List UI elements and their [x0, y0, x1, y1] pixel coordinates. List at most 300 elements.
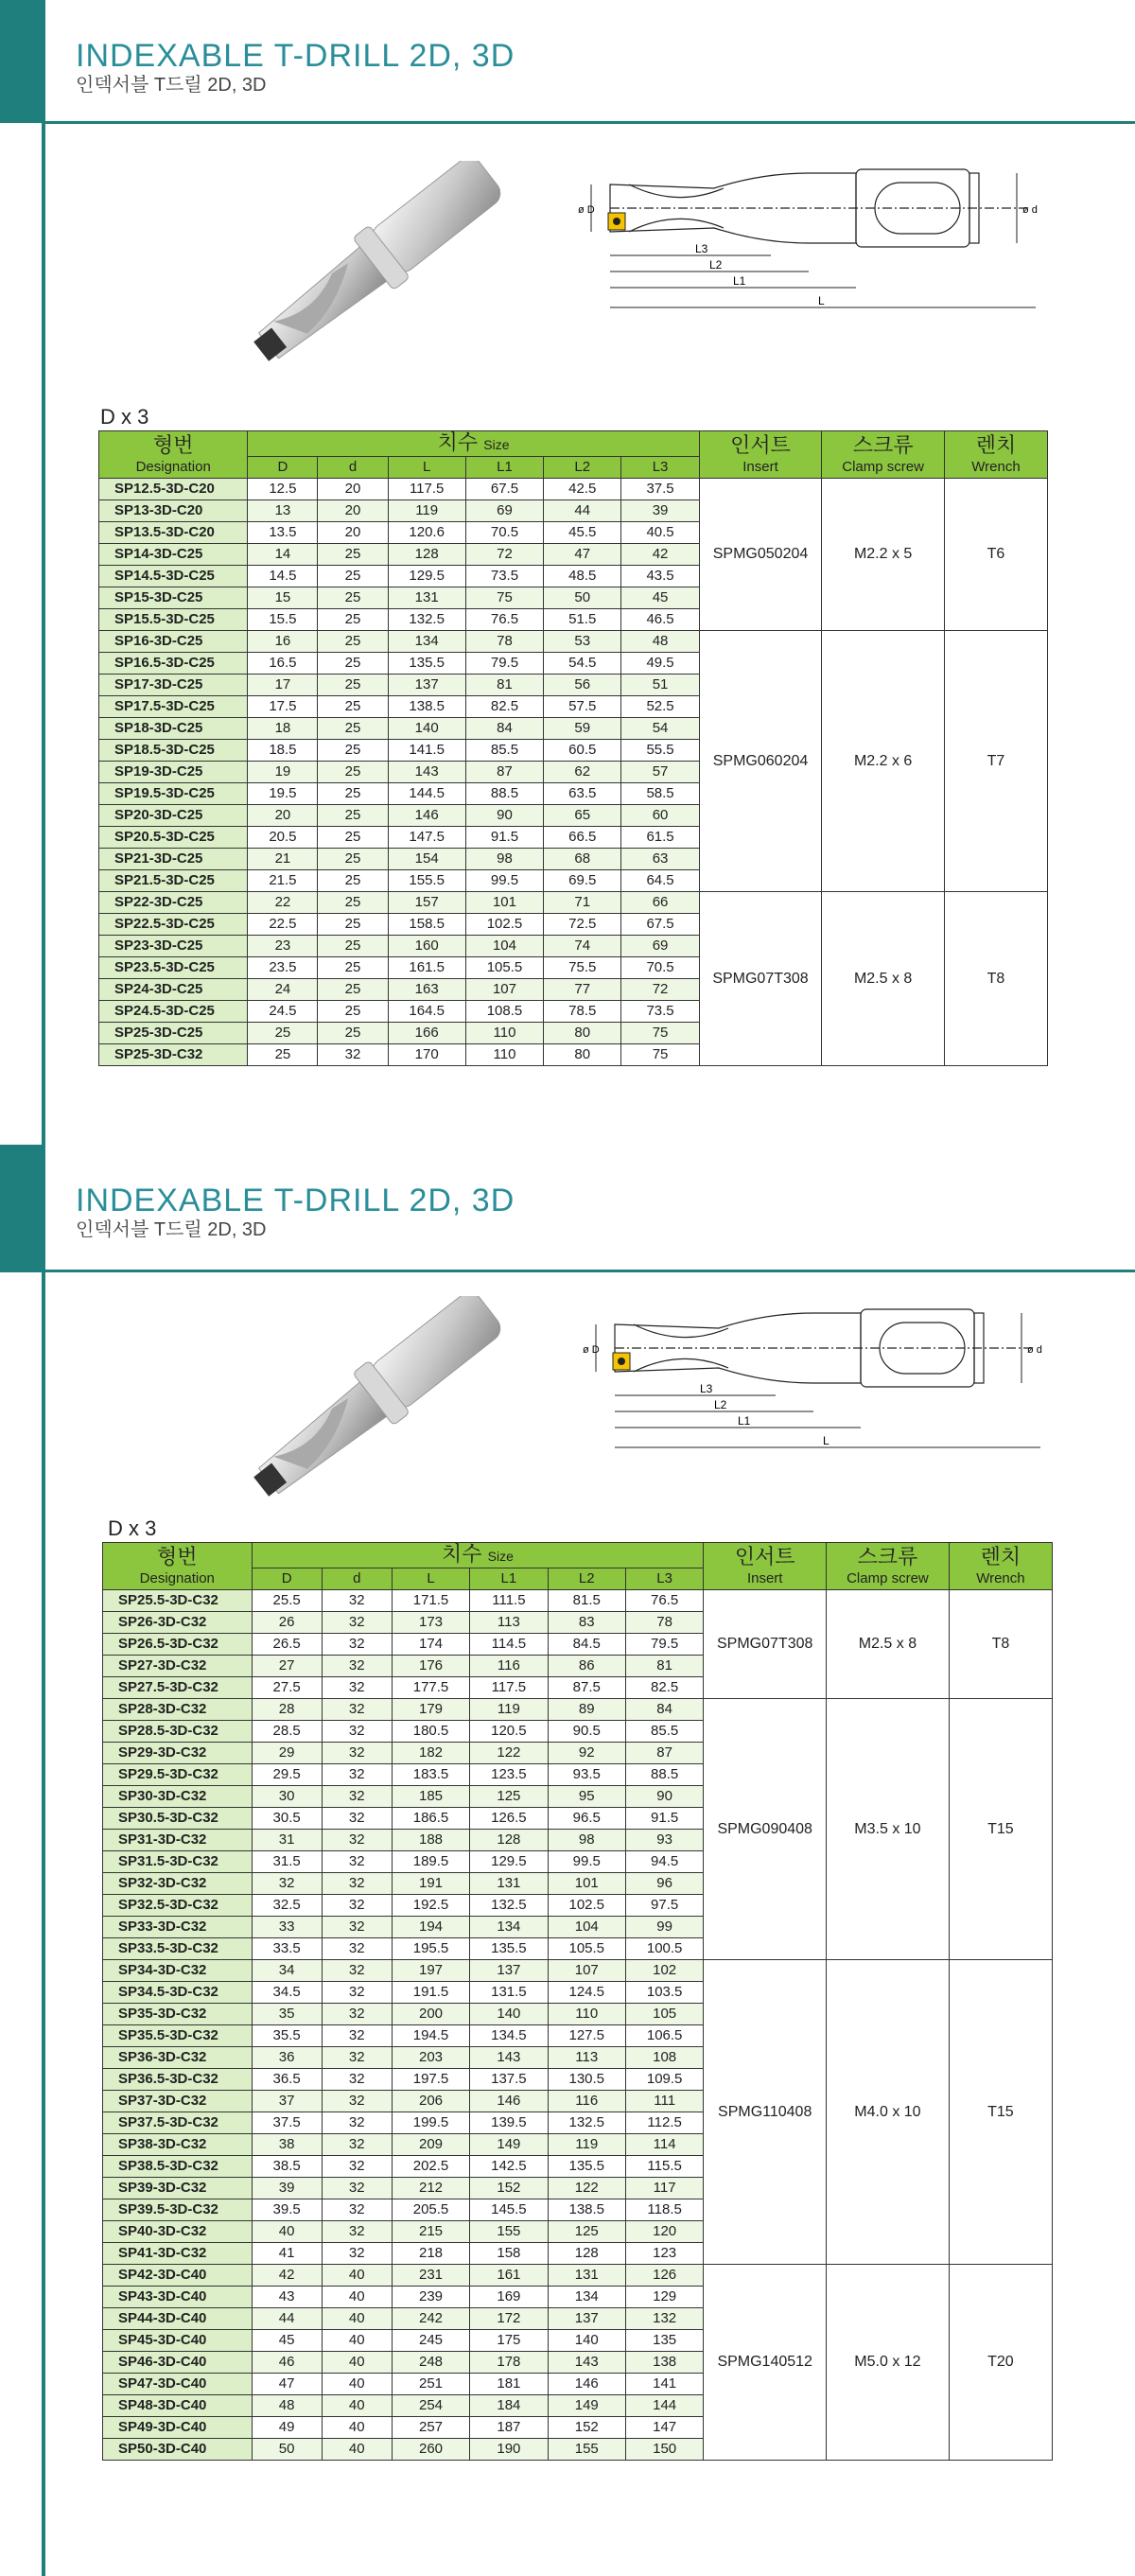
insert-cell: SPMG110408 — [704, 1960, 827, 2265]
designation-cell: SP44-3D-C40 — [103, 2308, 253, 2330]
value-cell-l1: 90 — [465, 805, 543, 827]
header-col-l: L — [388, 457, 465, 479]
value-cell-l2: 71 — [544, 892, 621, 914]
designation-cell: SP25-3D-C25 — [99, 1023, 248, 1044]
header-col-l3: L3 — [621, 457, 699, 479]
value-cell-l1: 134 — [470, 1917, 548, 1938]
value-cell-d: 29 — [252, 1743, 322, 1764]
value-cell-l: 129.5 — [388, 566, 465, 587]
value-cell-l: 166 — [388, 1023, 465, 1044]
value-cell-l: 251 — [392, 2374, 469, 2395]
value-cell-l: 155.5 — [388, 870, 465, 892]
insert-cell: SPMG050204 — [699, 479, 822, 631]
value-cell-d: 25 — [318, 718, 388, 740]
value-cell-l3: 91.5 — [625, 1808, 703, 1830]
value-cell-d: 32 — [322, 1873, 392, 1895]
designation-cell: SP32-3D-C32 — [103, 1873, 253, 1895]
value-cell-d: 25 — [318, 892, 388, 914]
value-cell-l3: 126 — [625, 2265, 703, 2287]
value-cell-l2: 107 — [548, 1960, 625, 1982]
drill-photo — [222, 1296, 525, 1504]
value-cell-l2: 53 — [544, 631, 621, 653]
value-cell-l1: 134.5 — [470, 2025, 548, 2047]
value-cell-d: 27.5 — [252, 1677, 322, 1699]
value-cell-d: 25 — [318, 631, 388, 653]
value-cell-d: 18.5 — [248, 740, 318, 762]
value-cell-l2: 99.5 — [548, 1851, 625, 1873]
value-cell-l1: 85.5 — [465, 740, 543, 762]
value-cell-d: 25 — [318, 675, 388, 696]
section-2-dx-label: D x 3 — [108, 1516, 157, 1540]
section-2-accent-bar — [0, 1145, 45, 1272]
value-cell-d: 41 — [252, 2243, 322, 2265]
value-cell-l3: 108 — [625, 2047, 703, 2069]
value-cell-d: 45 — [252, 2330, 322, 2352]
value-cell-d: 25 — [318, 936, 388, 957]
value-cell-l: 245 — [392, 2330, 469, 2352]
clamp-screw-cell: M5.0 x 12 — [827, 2265, 950, 2461]
designation-cell: SP46-3D-C40 — [103, 2352, 253, 2374]
value-cell-l3: 54 — [621, 718, 699, 740]
header-col-l1: L1 — [470, 1568, 548, 1590]
value-cell-d: 32 — [322, 1808, 392, 1830]
value-cell-d: 25 — [318, 696, 388, 718]
wrench-cell: T20 — [949, 2265, 1052, 2461]
value-cell-d: 19 — [248, 762, 318, 783]
value-cell-l: 137 — [388, 675, 465, 696]
value-cell-l: 231 — [392, 2265, 469, 2287]
value-cell-l3: 85.5 — [625, 1721, 703, 1743]
value-cell-l3: 63 — [621, 849, 699, 870]
value-cell-d: 14.5 — [248, 566, 318, 587]
value-cell-d: 16.5 — [248, 653, 318, 675]
value-cell-d: 39 — [252, 2178, 322, 2199]
value-cell-d: 25 — [248, 1044, 318, 1066]
value-cell-l1: 114.5 — [470, 1634, 548, 1656]
drill-photo — [222, 161, 525, 369]
value-cell-l2: 135.5 — [548, 2156, 625, 2178]
value-cell-l2: 48.5 — [544, 566, 621, 587]
clamp-screw-cell: M2.5 x 8 — [822, 892, 945, 1066]
header-col-l1: L1 — [465, 457, 543, 479]
value-cell-d: 25.5 — [252, 1590, 322, 1612]
header-col-d: D — [252, 1568, 322, 1590]
value-cell-l2: 81.5 — [548, 1590, 625, 1612]
value-cell-d: 32 — [322, 1851, 392, 1873]
clamp-screw-cell: M3.5 x 10 — [827, 1699, 950, 1960]
insert-cell: SPMG07T308 — [699, 892, 822, 1066]
value-cell-d: 27 — [252, 1656, 322, 1677]
value-cell-d: 32 — [322, 1699, 392, 1721]
value-cell-l2: 51.5 — [544, 609, 621, 631]
value-cell-l1: 104 — [465, 936, 543, 957]
value-cell-d: 25 — [318, 805, 388, 827]
value-cell-d: 13.5 — [248, 522, 318, 544]
dim-label-d-outer: ø D — [578, 204, 595, 216]
value-cell-d: 40 — [322, 2374, 392, 2395]
value-cell-l3: 61.5 — [621, 827, 699, 849]
value-cell-d: 24 — [248, 979, 318, 1001]
designation-cell: SP47-3D-C40 — [103, 2374, 253, 2395]
value-cell-d: 32 — [322, 1960, 392, 1982]
value-cell-l1: 184 — [470, 2395, 548, 2417]
value-cell-l: 117.5 — [388, 479, 465, 500]
value-cell-l3: 52.5 — [621, 696, 699, 718]
value-cell-d: 16 — [248, 631, 318, 653]
drill-technical-drawing — [572, 166, 1045, 326]
designation-cell: SP34.5-3D-C32 — [103, 1982, 253, 2004]
value-cell-l2: 95 — [548, 1786, 625, 1808]
value-cell-l2: 146 — [548, 2374, 625, 2395]
header-col-d: d — [322, 1568, 392, 1590]
table-row — [103, 1960, 1053, 1982]
value-cell-l2: 77 — [544, 979, 621, 1001]
value-cell-l: 257 — [392, 2417, 469, 2439]
value-cell-l2: 98 — [548, 1830, 625, 1851]
designation-cell: SP49-3D-C40 — [103, 2417, 253, 2439]
value-cell-l3: 93 — [625, 1830, 703, 1851]
designation-cell: SP31.5-3D-C32 — [103, 1851, 253, 1873]
designation-cell: SP41-3D-C32 — [103, 2243, 253, 2265]
value-cell-l: 147.5 — [388, 827, 465, 849]
value-cell-d: 31.5 — [252, 1851, 322, 1873]
value-cell-l3: 84 — [625, 1699, 703, 1721]
value-cell-l2: 101 — [548, 1873, 625, 1895]
value-cell-l3: 129 — [625, 2287, 703, 2308]
value-cell-l3: 96 — [625, 1873, 703, 1895]
value-cell-d: 26.5 — [252, 1634, 322, 1656]
header-size — [248, 431, 699, 457]
value-cell-d: 33.5 — [252, 1938, 322, 1960]
value-cell-l2: 152 — [548, 2417, 625, 2439]
value-cell-d: 21.5 — [248, 870, 318, 892]
value-cell-l2: 105.5 — [548, 1938, 625, 1960]
dim-label-d-shank: ø d — [1022, 204, 1038, 216]
value-cell-l1: 126.5 — [470, 1808, 548, 1830]
value-cell-d: 32 — [322, 1764, 392, 1786]
value-cell-l3: 78 — [625, 1612, 703, 1634]
value-cell-d: 34 — [252, 1960, 322, 1982]
value-cell-l2: 113 — [548, 2047, 625, 2069]
value-cell-l3: 112.5 — [625, 2112, 703, 2134]
designation-cell: SP32.5-3D-C32 — [103, 1895, 253, 1917]
value-cell-l3: 115.5 — [625, 2156, 703, 2178]
value-cell-d: 50 — [252, 2439, 322, 2461]
value-cell-d: 39.5 — [252, 2199, 322, 2221]
value-cell-l: 239 — [392, 2287, 469, 2308]
value-cell-d: 32 — [322, 2025, 392, 2047]
value-cell-l1: 135.5 — [470, 1938, 548, 1960]
value-cell-d: 28 — [252, 1699, 322, 1721]
value-cell-d: 40 — [322, 2439, 392, 2461]
value-cell-d: 32 — [322, 2178, 392, 2199]
value-cell-d: 44 — [252, 2308, 322, 2330]
value-cell-d: 32 — [322, 2221, 392, 2243]
value-cell-l1: 69 — [465, 500, 543, 522]
header-designation-ko: 형번 — [103, 1543, 253, 1568]
value-cell-d: 15 — [248, 587, 318, 609]
value-cell-d: 40 — [322, 2417, 392, 2439]
header-size-ko: 치수 — [442, 1542, 482, 1566]
value-cell-l: 135.5 — [388, 653, 465, 675]
wrench-cell: T6 — [944, 479, 1047, 631]
header-wrench-ko: 렌치 — [949, 1543, 1052, 1568]
designation-cell: SP16-3D-C25 — [99, 631, 248, 653]
designation-cell: SP28.5-3D-C32 — [103, 1721, 253, 1743]
value-cell-d: 32 — [322, 1677, 392, 1699]
insert-cell: SPMG140512 — [704, 2265, 827, 2461]
value-cell-l2: 92 — [548, 1743, 625, 1764]
value-cell-l3: 64.5 — [621, 870, 699, 892]
value-cell-l: 173 — [392, 1612, 469, 1634]
value-cell-l: 171.5 — [392, 1590, 469, 1612]
value-cell-l: 215 — [392, 2221, 469, 2243]
value-cell-l: 202.5 — [392, 2156, 469, 2178]
value-cell-l: 194.5 — [392, 2025, 469, 2047]
value-cell-l1: 78 — [465, 631, 543, 653]
value-cell-l: 180.5 — [392, 1721, 469, 1743]
value-cell-l3: 111 — [625, 2091, 703, 2112]
value-cell-d: 25 — [318, 740, 388, 762]
table-row — [103, 1590, 1053, 1612]
value-cell-d: 35.5 — [252, 2025, 322, 2047]
value-cell-l3: 48 — [621, 631, 699, 653]
designation-cell: SP38.5-3D-C32 — [103, 2156, 253, 2178]
value-cell-d: 23.5 — [248, 957, 318, 979]
value-cell-l2: 119 — [548, 2134, 625, 2156]
value-cell-l: 206 — [392, 2091, 469, 2112]
value-cell-l1: 111.5 — [470, 1590, 548, 1612]
value-cell-l3: 55.5 — [621, 740, 699, 762]
value-cell-l2: 110 — [548, 2004, 625, 2025]
designation-cell: SP38-3D-C32 — [103, 2134, 253, 2156]
value-cell-l: 160 — [388, 936, 465, 957]
designation-cell: SP25-3D-C32 — [99, 1044, 248, 1066]
value-cell-l1: 190 — [470, 2439, 548, 2461]
value-cell-l: 174 — [392, 1634, 469, 1656]
value-cell-l2: 74 — [544, 936, 621, 957]
value-cell-l2: 140 — [548, 2330, 625, 2352]
value-cell-l: 183.5 — [392, 1764, 469, 1786]
designation-cell: SP14-3D-C25 — [99, 544, 248, 566]
value-cell-d: 32 — [322, 2243, 392, 2265]
designation-cell: SP15.5-3D-C25 — [99, 609, 248, 631]
value-cell-d: 26 — [252, 1612, 322, 1634]
value-cell-l2: 128 — [548, 2243, 625, 2265]
designation-cell: SP21-3D-C25 — [99, 849, 248, 870]
section-1-subtitle: 인덱서블 T드릴 2D, 3D — [76, 75, 267, 96]
dim-label-l1: L1 — [738, 1414, 751, 1428]
header-screw-ko: 스크류 — [822, 431, 945, 457]
table-row — [99, 479, 1048, 500]
value-cell-l: 120.6 — [388, 522, 465, 544]
value-cell-d: 32 — [322, 1721, 392, 1743]
value-cell-l2: 102.5 — [548, 1895, 625, 1917]
designation-cell: SP30.5-3D-C32 — [103, 1808, 253, 1830]
designation-cell: SP48-3D-C40 — [103, 2395, 253, 2417]
section-1-dx-label: D x 3 — [100, 405, 149, 429]
value-cell-l1: 155 — [470, 2221, 548, 2243]
header-screw-en: Clamp screw — [822, 457, 945, 479]
value-cell-d: 25 — [318, 609, 388, 631]
value-cell-l: 146 — [388, 805, 465, 827]
insert-cell: SPMG090408 — [704, 1699, 827, 1960]
value-cell-l: 141.5 — [388, 740, 465, 762]
value-cell-d: 40 — [322, 2395, 392, 2417]
value-cell-l3: 69 — [621, 936, 699, 957]
value-cell-l2: 130.5 — [548, 2069, 625, 2091]
value-cell-d: 38.5 — [252, 2156, 322, 2178]
value-cell-d: 32 — [322, 2199, 392, 2221]
value-cell-l3: 141 — [625, 2374, 703, 2395]
value-cell-d: 23 — [248, 936, 318, 957]
value-cell-l: 170 — [388, 1044, 465, 1066]
value-cell-l2: 89 — [548, 1699, 625, 1721]
section-2-title: INDEXABLE T-DRILL 2D, 3D — [76, 1183, 515, 1218]
header-designation-en: Designation — [103, 1568, 253, 1590]
value-cell-l2: 65 — [544, 805, 621, 827]
value-cell-d: 46 — [252, 2352, 322, 2374]
designation-cell: SP24.5-3D-C25 — [99, 1001, 248, 1023]
value-cell-l1: 175 — [470, 2330, 548, 2352]
header-wrench-en: Wrench — [949, 1568, 1052, 1590]
dim-label-l2: L2 — [709, 258, 723, 272]
dim-label-l: L — [823, 1434, 829, 1447]
value-cell-d: 25 — [318, 1001, 388, 1023]
value-cell-l: 128 — [388, 544, 465, 566]
value-cell-d: 30 — [252, 1786, 322, 1808]
value-cell-l1: 79.5 — [465, 653, 543, 675]
value-cell-l: 191.5 — [392, 1982, 469, 2004]
value-cell-l3: 60 — [621, 805, 699, 827]
dim-label-l2: L2 — [714, 1398, 727, 1411]
value-cell-d: 25 — [318, 979, 388, 1001]
designation-cell: SP21.5-3D-C25 — [99, 870, 248, 892]
value-cell-l: 205.5 — [392, 2199, 469, 2221]
table-row — [103, 2265, 1053, 2287]
value-cell-l3: 57 — [621, 762, 699, 783]
value-cell-l3: 37.5 — [621, 479, 699, 500]
value-cell-d: 32 — [322, 1743, 392, 1764]
header-col-d: D — [248, 457, 318, 479]
value-cell-d: 35 — [252, 2004, 322, 2025]
value-cell-d: 32 — [322, 2134, 392, 2156]
value-cell-l3: 100.5 — [625, 1938, 703, 1960]
designation-cell: SP36-3D-C32 — [103, 2047, 253, 2069]
value-cell-l2: 84.5 — [548, 1634, 625, 1656]
value-cell-l3: 135 — [625, 2330, 703, 2352]
value-cell-l3: 114 — [625, 2134, 703, 2156]
insert-cell: SPMG07T308 — [704, 1590, 827, 1699]
designation-cell: SP33-3D-C32 — [103, 1917, 253, 1938]
value-cell-l1: 178 — [470, 2352, 548, 2374]
value-cell-l2: 68 — [544, 849, 621, 870]
value-cell-l1: 110 — [465, 1044, 543, 1066]
header-size — [252, 1543, 704, 1568]
value-cell-l: 131 — [388, 587, 465, 609]
value-cell-l1: 131.5 — [470, 1982, 548, 2004]
value-cell-d: 32 — [322, 1982, 392, 2004]
value-cell-d: 37 — [252, 2091, 322, 2112]
value-cell-d: 22.5 — [248, 914, 318, 936]
value-cell-d: 29.5 — [252, 1764, 322, 1786]
designation-cell: SP24-3D-C25 — [99, 979, 248, 1001]
dim-label-l3: L3 — [700, 1382, 713, 1395]
value-cell-l2: 131 — [548, 2265, 625, 2287]
value-cell-l3: 150 — [625, 2439, 703, 2461]
header-insert-ko: 인서트 — [704, 1543, 827, 1568]
value-cell-d: 20.5 — [248, 827, 318, 849]
value-cell-l1: 143 — [470, 2047, 548, 2069]
value-cell-l1: 129.5 — [470, 1851, 548, 1873]
section-1-spec-table — [98, 430, 1048, 1066]
value-cell-l: 161.5 — [388, 957, 465, 979]
value-cell-d: 36.5 — [252, 2069, 322, 2091]
designation-cell: SP16.5-3D-C25 — [99, 653, 248, 675]
value-cell-l2: 44 — [544, 500, 621, 522]
value-cell-l1: 158 — [470, 2243, 548, 2265]
value-cell-l3: 46.5 — [621, 609, 699, 631]
value-cell-l3: 138 — [625, 2352, 703, 2374]
value-cell-l1: 81 — [465, 675, 543, 696]
value-cell-l: 194 — [392, 1917, 469, 1938]
designation-cell: SP26.5-3D-C32 — [103, 1634, 253, 1656]
value-cell-l1: 105.5 — [465, 957, 543, 979]
value-cell-l: 192.5 — [392, 1895, 469, 1917]
value-cell-d: 40 — [322, 2265, 392, 2287]
designation-cell: SP31-3D-C32 — [103, 1830, 253, 1851]
value-cell-d: 32 — [322, 2069, 392, 2091]
value-cell-l1: 98 — [465, 849, 543, 870]
value-cell-l3: 43.5 — [621, 566, 699, 587]
value-cell-d: 32 — [318, 1044, 388, 1066]
value-cell-l2: 132.5 — [548, 2112, 625, 2134]
value-cell-l1: 146 — [470, 2091, 548, 2112]
value-cell-d: 32 — [322, 2112, 392, 2134]
header-insert-ko: 인서트 — [699, 431, 822, 457]
value-cell-l3: 66 — [621, 892, 699, 914]
value-cell-d: 25 — [318, 587, 388, 609]
value-cell-l2: 149 — [548, 2395, 625, 2417]
value-cell-l: 119 — [388, 500, 465, 522]
value-cell-l2: 59 — [544, 718, 621, 740]
value-cell-l1: 91.5 — [465, 827, 543, 849]
value-cell-l: 248 — [392, 2352, 469, 2374]
value-cell-d: 12.5 — [248, 479, 318, 500]
value-cell-l: 189.5 — [392, 1851, 469, 1873]
value-cell-d: 18 — [248, 718, 318, 740]
value-cell-l3: 40.5 — [621, 522, 699, 544]
value-cell-l2: 86 — [548, 1656, 625, 1677]
value-cell-l2: 45.5 — [544, 522, 621, 544]
value-cell-d: 25 — [318, 653, 388, 675]
value-cell-d: 32 — [322, 1938, 392, 1960]
value-cell-l1: 75 — [465, 587, 543, 609]
value-cell-l1: 169 — [470, 2287, 548, 2308]
value-cell-l3: 118.5 — [625, 2199, 703, 2221]
designation-cell: SP26-3D-C32 — [103, 1612, 253, 1634]
section-1-accent-bar — [0, 0, 45, 123]
value-cell-l1: 139.5 — [470, 2112, 548, 2134]
value-cell-l3: 42 — [621, 544, 699, 566]
value-cell-d: 47 — [252, 2374, 322, 2395]
value-cell-l2: 96.5 — [548, 1808, 625, 1830]
value-cell-l3: 102 — [625, 1960, 703, 1982]
header-col-l3: L3 — [625, 1568, 703, 1590]
value-cell-l1: 145.5 — [470, 2199, 548, 2221]
value-cell-l2: 127.5 — [548, 2025, 625, 2047]
value-cell-l2: 66.5 — [544, 827, 621, 849]
